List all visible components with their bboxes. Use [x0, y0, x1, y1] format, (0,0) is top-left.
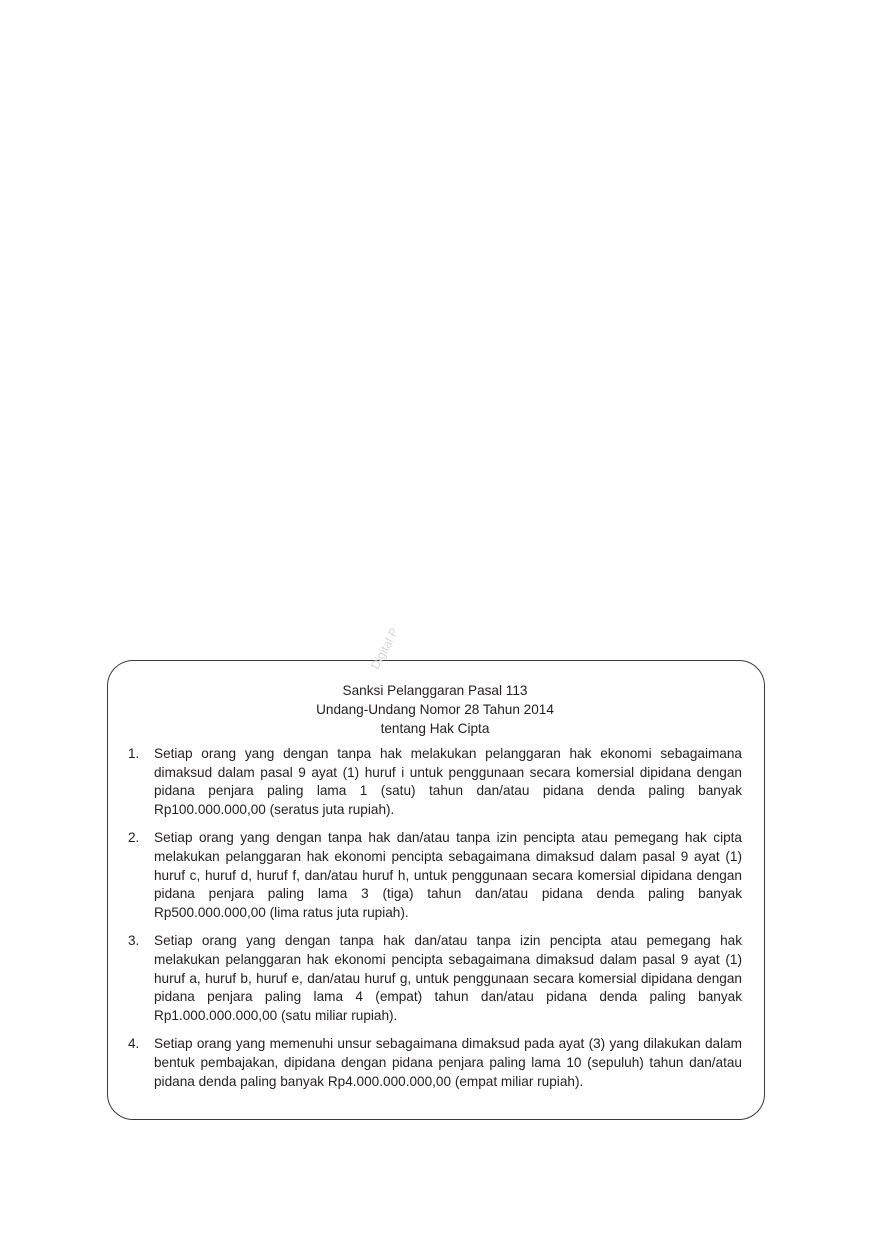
item-text: Setiap orang yang memenuhi unsur sebagaimana dimaksud pada ayat (3) yang dilakukan dalam bentuk pembajakan, dipidana dengan pidana penjara paling lama 10 (sepuluh) tahun dan/atau pidana denda paling banyak Rp4.000.000.000,00 (empat miliar rupiah).	[154, 1036, 742, 1089]
copyright-sanctions-box	[107, 625, 765, 1120]
list-item	[128, 932, 742, 1025]
sanctions-list	[128, 745, 742, 1091]
item-number: 4.	[128, 1036, 140, 1052]
item-number: 3.	[128, 933, 140, 949]
item-number: 2.	[128, 830, 140, 846]
item-number: 1.	[128, 746, 140, 761]
list-item	[128, 745, 742, 819]
list-item	[128, 829, 742, 922]
item-text: Setiap orang yang dengan tanpa hak melakukan pelanggaran hak ekonomi sebagaimana dimaksud dalam pasal 9 ayat (1) huruf i untuk penggunaan secara komersial dipidana dengan pidana penjara paling lama 1 (satu) tahun dan/atau pidana denda paling banyak Rp100.000.000,00 (seratus juta rupiah).	[154, 746, 742, 817]
item-text: Setiap orang yang dengan tanpa hak dan/atau tanpa izin pencipta atau pemegang hak cipta melakukan pelanggaran hak ekonomi pencipta sebagaimana dimaksud dalam pasal 9 ayat (1) huruf c, huruf d, huruf f, dan/atau huruf h, untuk penggunaan secara komersial dipidana dengan pidana penjara paling lama 3 (tiga) tahun dan/atau pidana denda paling banyak Rp500.000.000,00 (lima ratus juta rupiah).	[154, 830, 742, 920]
heading-line-law: Undang-Undang Nomor 28 Tahun 2014	[316, 702, 554, 717]
sanctions-heading	[128, 681, 742, 738]
list-item	[128, 1035, 742, 1091]
item-text: Setiap orang yang dengan tanpa hak dan/atau tanpa izin pencipta atau pemegang hak melakukan pelanggaran hak ekonomi pencipta sebagaimana dimaksud dalam pasal 9 ayat (1) huruf a, huruf b, huruf e, dan/atau huruf g, untuk penggunaan secara komersial dipidana dengan pidana penjara paling lama 4 (empat) tahun dan/atau pidana denda paling banyak Rp1.000.000.000,00 (satu miliar rupiah).	[154, 933, 742, 1023]
heading-line-article: Sanksi Pelanggaran Pasal 113	[342, 683, 528, 698]
watermark-text: Digital P	[368, 625, 402, 672]
heading-line-subject: tentang Hak Cipta	[380, 721, 490, 736]
